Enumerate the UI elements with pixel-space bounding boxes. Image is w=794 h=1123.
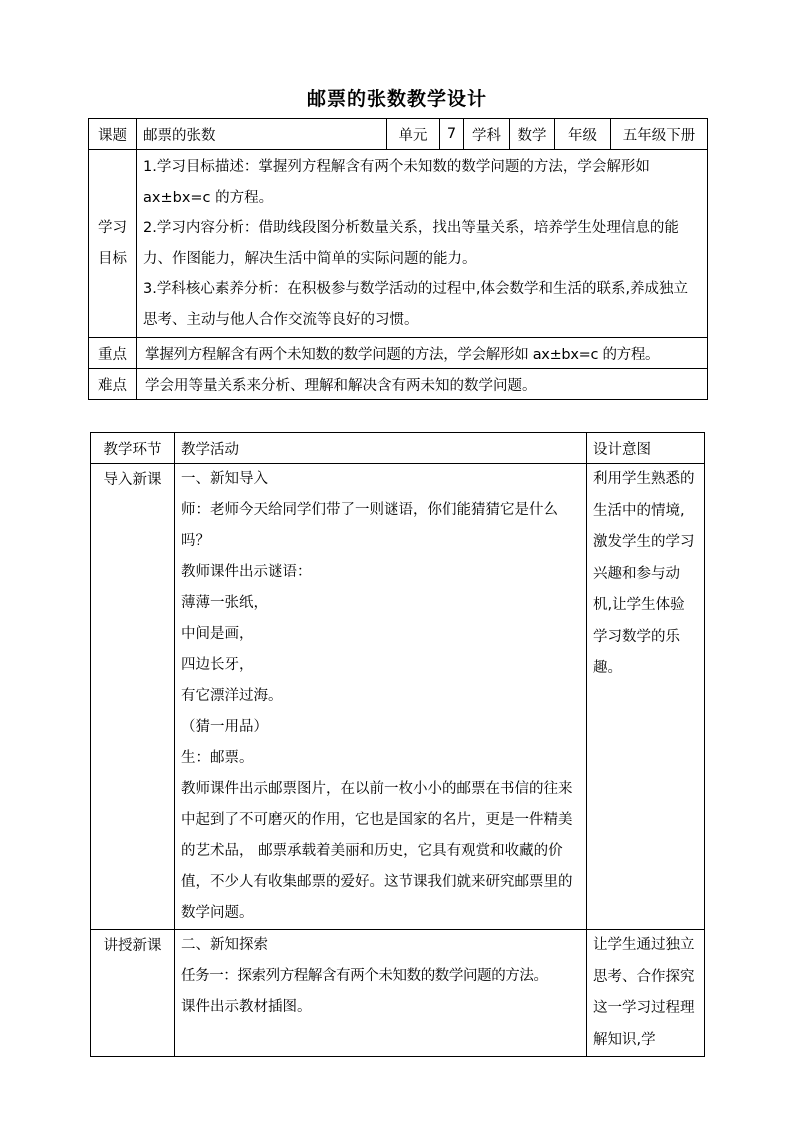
key-point-row [89,338,708,369]
intent-cell: 利用学生熟悉的生活中的情境,激发学生的学习兴趣和参与动机,让学生体验学习数学的乐趣。 [587,464,705,930]
lesson-label: 课题 [89,119,137,150]
activity-line: 课件出示教材插图。 [181,999,312,1015]
activity-line: 师：老师今天给同学们带了一则谜语，你们能猜猜它是什么吗？ [181,502,558,549]
stage-cell: 讲授新课 [91,930,175,1057]
grade-value: 五年级下册 [611,119,708,150]
key-value: 掌握列方程解含有两个未知数的数学问题的方法，学会解形如 ax±bx=c 的方程。 [137,338,708,369]
goals-label [89,150,137,338]
header-activities: 教学活动 [175,433,587,464]
unit-value: 7 [440,119,464,150]
goal-item: 2.学习内容分析：借助线段图分析数量关系，找出等量关系，培养学生处理信息的能力、作图能力，解决生活中简单的实际问题的能力。 [143,220,679,267]
activities-cell [175,930,587,1057]
activity-line: 二、新知探索 [181,937,268,953]
difficulty-row [89,369,708,400]
intent-cell: 让学生通过独立思考、合作探究这一学习过程理解知识,学 [587,930,705,1057]
goal-item: 3.学科核心素养分析：在积极参与数学活动的过程中,体会数学和生活的联系,养成独立思考、主动与他人合作交流等良好的习惯。 [143,281,689,328]
goals-label-text: 学习目标 [98,219,127,267]
subject-label: 学科 [464,119,510,150]
activity-line: 中间是画， [181,626,254,642]
difficulty-label: 难点 [89,369,137,400]
activity-line: 一、新知导入 [181,471,268,487]
unit-label: 单元 [387,119,440,150]
document-title: 邮票的张数教学设计 [306,88,487,110]
activities-cell [175,464,587,930]
activity-line: 薄薄一张纸， [181,595,268,611]
activity-line: 任务一：探索列方程解含有两个未知数的数学问题的方法。 [181,968,548,984]
stage-cell: 导入新课 [91,464,175,930]
plan-header-row [91,433,705,464]
goals-row [89,150,708,338]
teaching-plan-table [90,432,705,1057]
subject-value: 数学 [510,119,555,150]
activity-line: （猜一用品） [181,719,268,735]
lesson-info-table [88,118,708,400]
header-intent: 设计意图 [587,433,705,464]
lesson-value: 邮票的张数 [137,119,387,150]
key-label: 重点 [89,338,137,369]
header-stage: 教学环节 [91,433,175,464]
plan-row [91,464,705,930]
grade-label: 年级 [555,119,611,150]
goal-item: 1.学习目标描述：掌握列方程解含有两个未知数的数学问题的方法，学会解形如ax±bx=c 的方程。 [143,159,650,206]
activity-line: 有它漂洋过海。 [181,688,283,704]
activity-line: 教师课件出示谜语： [181,564,312,580]
plan-row [91,930,705,1057]
activity-line: 四边长牙， [181,657,254,673]
goals-content [137,150,708,338]
activity-line: 生：邮票。 [181,750,254,766]
lesson-row [89,119,708,150]
activity-line: 教师课件出示邮票图片，在以前一枚小小的邮票在书信的往来中起到了不可磨灭的作用，它也是国家的名片，更是一件精美的艺术品， 邮票承载着美丽和历史，它具有观赏和收藏的价值，不少人有收集邮票的爱好。这节课我们就来研究邮票里的数学问题。 [181,781,573,921]
difficulty-value: 学会用等量关系来分析、理解和解决含有两未知的数学问题。 [137,369,708,400]
